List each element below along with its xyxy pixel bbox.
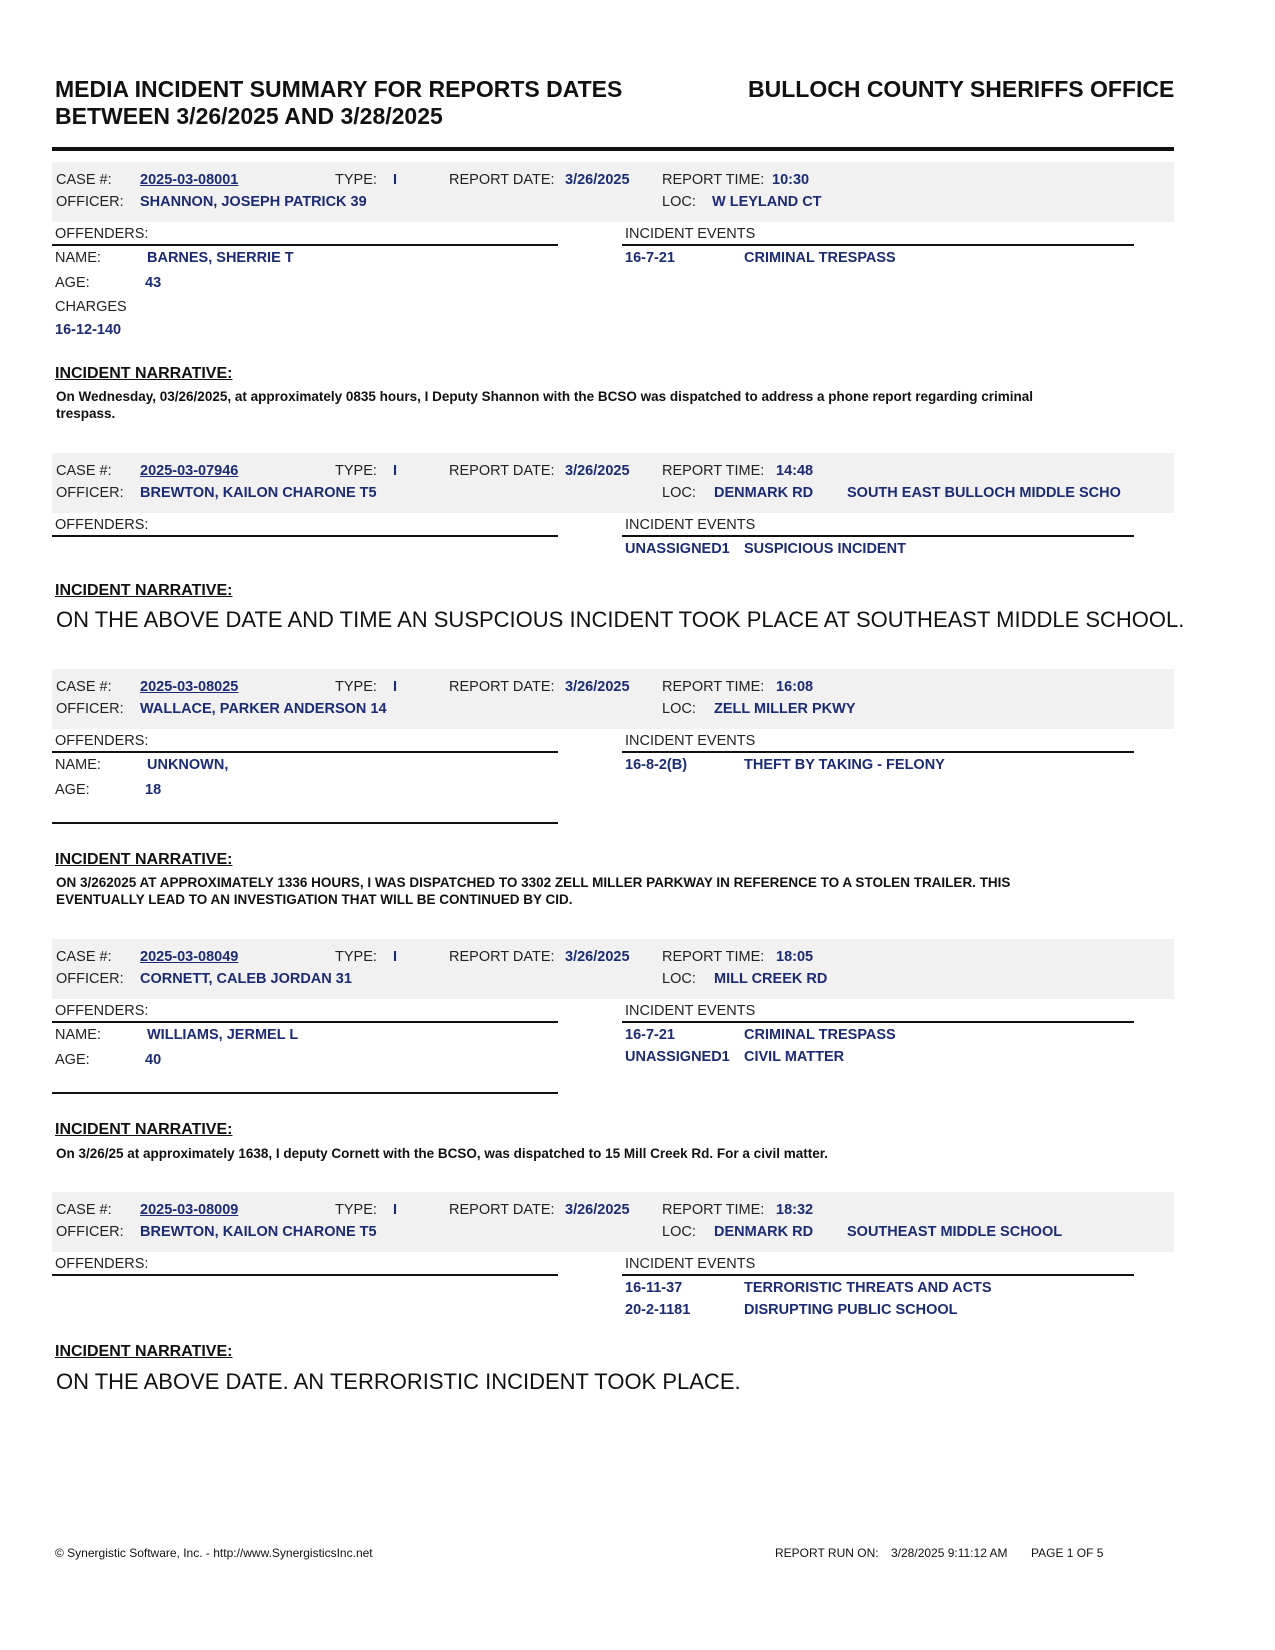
events-rule <box>622 751 1134 753</box>
name-label: NAME: <box>55 250 101 266</box>
officer-label: OFFICER: <box>56 701 124 717</box>
offender-name: BARNES, SHERRIE T <box>147 250 294 266</box>
report-title-line2: BETWEEN 3/26/2025 AND 3/28/2025 <box>55 103 443 129</box>
events-rule <box>622 1274 1134 1276</box>
loc-value: ZELL MILLER PKWY <box>714 701 856 717</box>
narrative-title: INCIDENT NARRATIVE: <box>55 582 233 599</box>
offenders-label: OFFENDERS: <box>55 226 149 242</box>
case-label: CASE #: <box>56 1202 112 1218</box>
type-label: TYPE: <box>335 949 377 965</box>
officer-value: SHANNON, JOSEPH PATRICK 39 <box>140 194 367 210</box>
offender-age: 40 <box>145 1052 162 1068</box>
report-time-label: REPORT TIME: <box>662 1202 765 1218</box>
case-number-link[interactable]: 2025-03-08025 <box>140 679 239 695</box>
report-date-value: 3/26/2025 <box>565 949 630 965</box>
case-details <box>52 222 1174 382</box>
incident-events-label: INCIDENT EVENTS <box>625 733 756 749</box>
report-time-value: 18:05 <box>776 949 814 965</box>
event-description: THEFT BY TAKING - FELONY <box>744 757 945 773</box>
officer-label: OFFICER: <box>56 485 124 501</box>
case-number-link[interactable]: 2025-03-08009 <box>140 1202 239 1218</box>
case-number-link[interactable]: 2025-03-08001 <box>140 172 239 188</box>
event-code: 16-11-37 <box>625 1280 683 1296</box>
report-date-value: 3/26/2025 <box>565 1202 630 1218</box>
narrative-title: INCIDENT NARRATIVE: <box>55 1121 233 1138</box>
type-value: I <box>393 949 398 965</box>
event-code: 16-7-21 <box>625 250 675 266</box>
age-label: AGE: <box>55 1052 90 1068</box>
offenders-rule <box>52 1274 558 1276</box>
report-title <box>55 76 695 130</box>
report-time-label: REPORT TIME: <box>662 172 765 188</box>
incident-events-label: INCIDENT EVENTS <box>625 1003 756 1019</box>
report-title-line1: MEDIA INCIDENT SUMMARY FOR REPORTS DATES <box>55 76 623 102</box>
loc-label: LOC: <box>662 1224 696 1240</box>
offender-age: 18 <box>145 782 162 798</box>
header-rule <box>52 147 1174 151</box>
report-date-label: REPORT DATE: <box>449 463 555 479</box>
case-label: CASE #: <box>56 949 112 965</box>
loc-label: LOC: <box>662 194 696 210</box>
charge-code: 16-12-140 <box>55 322 122 338</box>
offenders-rule <box>52 244 558 246</box>
officer-value: BREWTON, KAILON CHARONE T5 <box>140 485 377 501</box>
offender-name: UNKNOWN, <box>147 757 229 773</box>
case-header <box>52 162 1174 222</box>
event-description: DISRUPTING PUBLIC SCHOOL <box>744 1302 958 1318</box>
narrative-text: ON THE ABOVE DATE. AN TERRORISTIC INCIDENT TOOK PLACE. <box>56 1369 741 1394</box>
report-date-value: 3/26/2025 <box>565 172 630 188</box>
report-date-label: REPORT DATE: <box>449 679 555 695</box>
case-block <box>52 162 1174 382</box>
offender-end-rule <box>52 1092 558 1094</box>
narrative-title: INCIDENT NARRATIVE: <box>55 365 233 382</box>
offenders-rule <box>52 535 558 537</box>
offender-name: WILLIAMS, JERMEL L <box>147 1027 299 1043</box>
event-description: CIVIL MATTER <box>744 1049 845 1065</box>
footer-report-run-label: REPORT RUN ON: <box>775 1546 879 1560</box>
narrative-text <box>56 874 1131 908</box>
loc-value: DENMARK RD <box>714 485 814 501</box>
loc-value: MILL CREEK RD <box>714 971 828 987</box>
case-label: CASE #: <box>56 463 112 479</box>
loc-label: LOC: <box>662 485 696 501</box>
type-value: I <box>393 1202 398 1218</box>
loc-place: SOUTHEAST MIDDLE SCHOOL <box>847 1224 1063 1240</box>
officer-label: OFFICER: <box>56 1224 124 1240</box>
type-label: TYPE: <box>335 679 377 695</box>
charges-label: CHARGES <box>55 299 127 315</box>
case-block <box>52 453 1185 673</box>
offenders-label: OFFENDERS: <box>55 733 149 749</box>
narrative-line: On Wednesday, 03/26/2025, at approximately 0835 hours, I Deputy Shannon with the BCSO was dispatched to address a phone report regarding criminal <box>56 389 1034 404</box>
narrative-text: ON THE ABOVE DATE AND TIME AN SUSPCIOUS INCIDENT TOOK PLACE AT SOUTHEAST MIDDLE SCHOOL. <box>56 607 1185 632</box>
footer-copyright: © Synergistic Software, Inc. - http://www.SynergisticsInc.net <box>55 1546 373 1560</box>
footer-page-number: PAGE 1 OF 5 <box>1031 1546 1104 1560</box>
name-label: NAME: <box>55 757 101 773</box>
type-label: TYPE: <box>335 463 377 479</box>
officer-value: BREWTON, KAILON CHARONE T5 <box>140 1224 377 1240</box>
case-label: CASE #: <box>56 172 112 188</box>
report-time-value: 10:30 <box>772 172 810 188</box>
narrative-title: INCIDENT NARRATIVE: <box>55 851 233 868</box>
report-time-label: REPORT TIME: <box>662 463 765 479</box>
narrative-text <box>56 388 1131 422</box>
type-value: I <box>393 463 398 479</box>
officer-label: OFFICER: <box>56 194 124 210</box>
event-code: 16-8-2(B) <box>625 757 688 773</box>
name-label: NAME: <box>55 1027 101 1043</box>
type-value: I <box>393 172 398 188</box>
type-label: TYPE: <box>335 1202 377 1218</box>
report-date-value: 3/26/2025 <box>565 463 630 479</box>
event-description: TERRORISTIC THREATS AND ACTS <box>744 1280 992 1296</box>
loc-place: SOUTH EAST BULLOCH MIDDLE SCHO <box>847 485 1121 501</box>
case-number-link[interactable]: 2025-03-08049 <box>140 949 239 965</box>
incident-events-label: INCIDENT EVENTS <box>625 226 756 242</box>
report-time-value: 16:08 <box>776 679 814 695</box>
narrative-text: On 3/26/25 at approximately 1638, I deputy Cornett with the BCSO, was dispatched to 15 Mill Creek Rd. For a civil matter. <box>56 1146 828 1161</box>
loc-value: W LEYLAND CT <box>712 194 822 210</box>
case-number-link[interactable]: 2025-03-07946 <box>140 463 239 479</box>
event-code: UNASSIGNED1 <box>625 1049 730 1065</box>
event-description: CRIMINAL TRESPASS <box>744 1027 896 1043</box>
report-date-label: REPORT DATE: <box>449 172 555 188</box>
narrative-line: ON 3/262025 AT APPROXIMATELY 1336 HOURS, I WAS DISPATCHED TO 3302 ZELL MILLER PARKWAY IN REFERENCE TO A STOLEN TRAILER. THIS <box>56 875 1011 890</box>
loc-label: LOC: <box>662 701 696 717</box>
events-rule <box>622 244 1134 246</box>
offender-age: 43 <box>145 275 162 291</box>
footer-report-run-value: 3/28/2025 9:11:12 AM <box>891 1546 1008 1560</box>
type-value: I <box>393 679 398 695</box>
officer-value: WALLACE, PARKER ANDERSON 14 <box>140 701 387 717</box>
event-code: 20-2-1181 <box>625 1302 691 1318</box>
offenders-rule <box>52 1021 558 1023</box>
incident-events-label: INCIDENT EVENTS <box>625 517 756 533</box>
type-label: TYPE: <box>335 172 377 188</box>
age-label: AGE: <box>55 782 90 798</box>
offender-end-rule <box>52 822 558 824</box>
report-date-label: REPORT DATE: <box>449 949 555 965</box>
event-code: 16-7-21 <box>625 1027 675 1043</box>
report-time-value: 14:48 <box>776 463 814 479</box>
offenders-label: OFFENDERS: <box>55 517 149 533</box>
report-time-label: REPORT TIME: <box>662 949 765 965</box>
officer-label: OFFICER: <box>56 971 124 987</box>
incident-events-label: INCIDENT EVENTS <box>625 1256 756 1272</box>
agency-name: BULLOCH COUNTY SHERIFFS OFFICE <box>748 76 1175 102</box>
offenders-rule <box>52 751 558 753</box>
loc-label: LOC: <box>662 971 696 987</box>
events-rule <box>622 535 1134 537</box>
event-code: UNASSIGNED1 <box>625 541 730 557</box>
officer-value: CORNETT, CALEB JORDAN 31 <box>140 971 352 987</box>
narrative-line: EVENTUALLY LEAD TO AN INVESTIGATION THAT WILL BE CONTINUED BY CID. <box>56 892 573 907</box>
case-header <box>52 939 1174 999</box>
report-time-label: REPORT TIME: <box>662 679 765 695</box>
event-description: SUSPICIOUS INCIDENT <box>744 541 906 557</box>
narrative-title: INCIDENT NARRATIVE: <box>55 1343 233 1360</box>
loc-value: DENMARK RD <box>714 1224 814 1240</box>
report-date-label: REPORT DATE: <box>449 1202 555 1218</box>
case-header <box>52 669 1174 729</box>
case-header <box>52 1192 1174 1252</box>
offenders-label: OFFENDERS: <box>55 1256 149 1272</box>
event-description: CRIMINAL TRESPASS <box>744 250 896 266</box>
case-label: CASE #: <box>56 679 112 695</box>
age-label: AGE: <box>55 275 90 291</box>
narrative-line: trespass. <box>56 406 116 421</box>
events-rule <box>622 1021 1134 1023</box>
report-date-value: 3/26/2025 <box>565 679 630 695</box>
case-header <box>52 453 1174 513</box>
report-time-value: 18:32 <box>776 1202 814 1218</box>
offenders-label: OFFENDERS: <box>55 1003 149 1019</box>
